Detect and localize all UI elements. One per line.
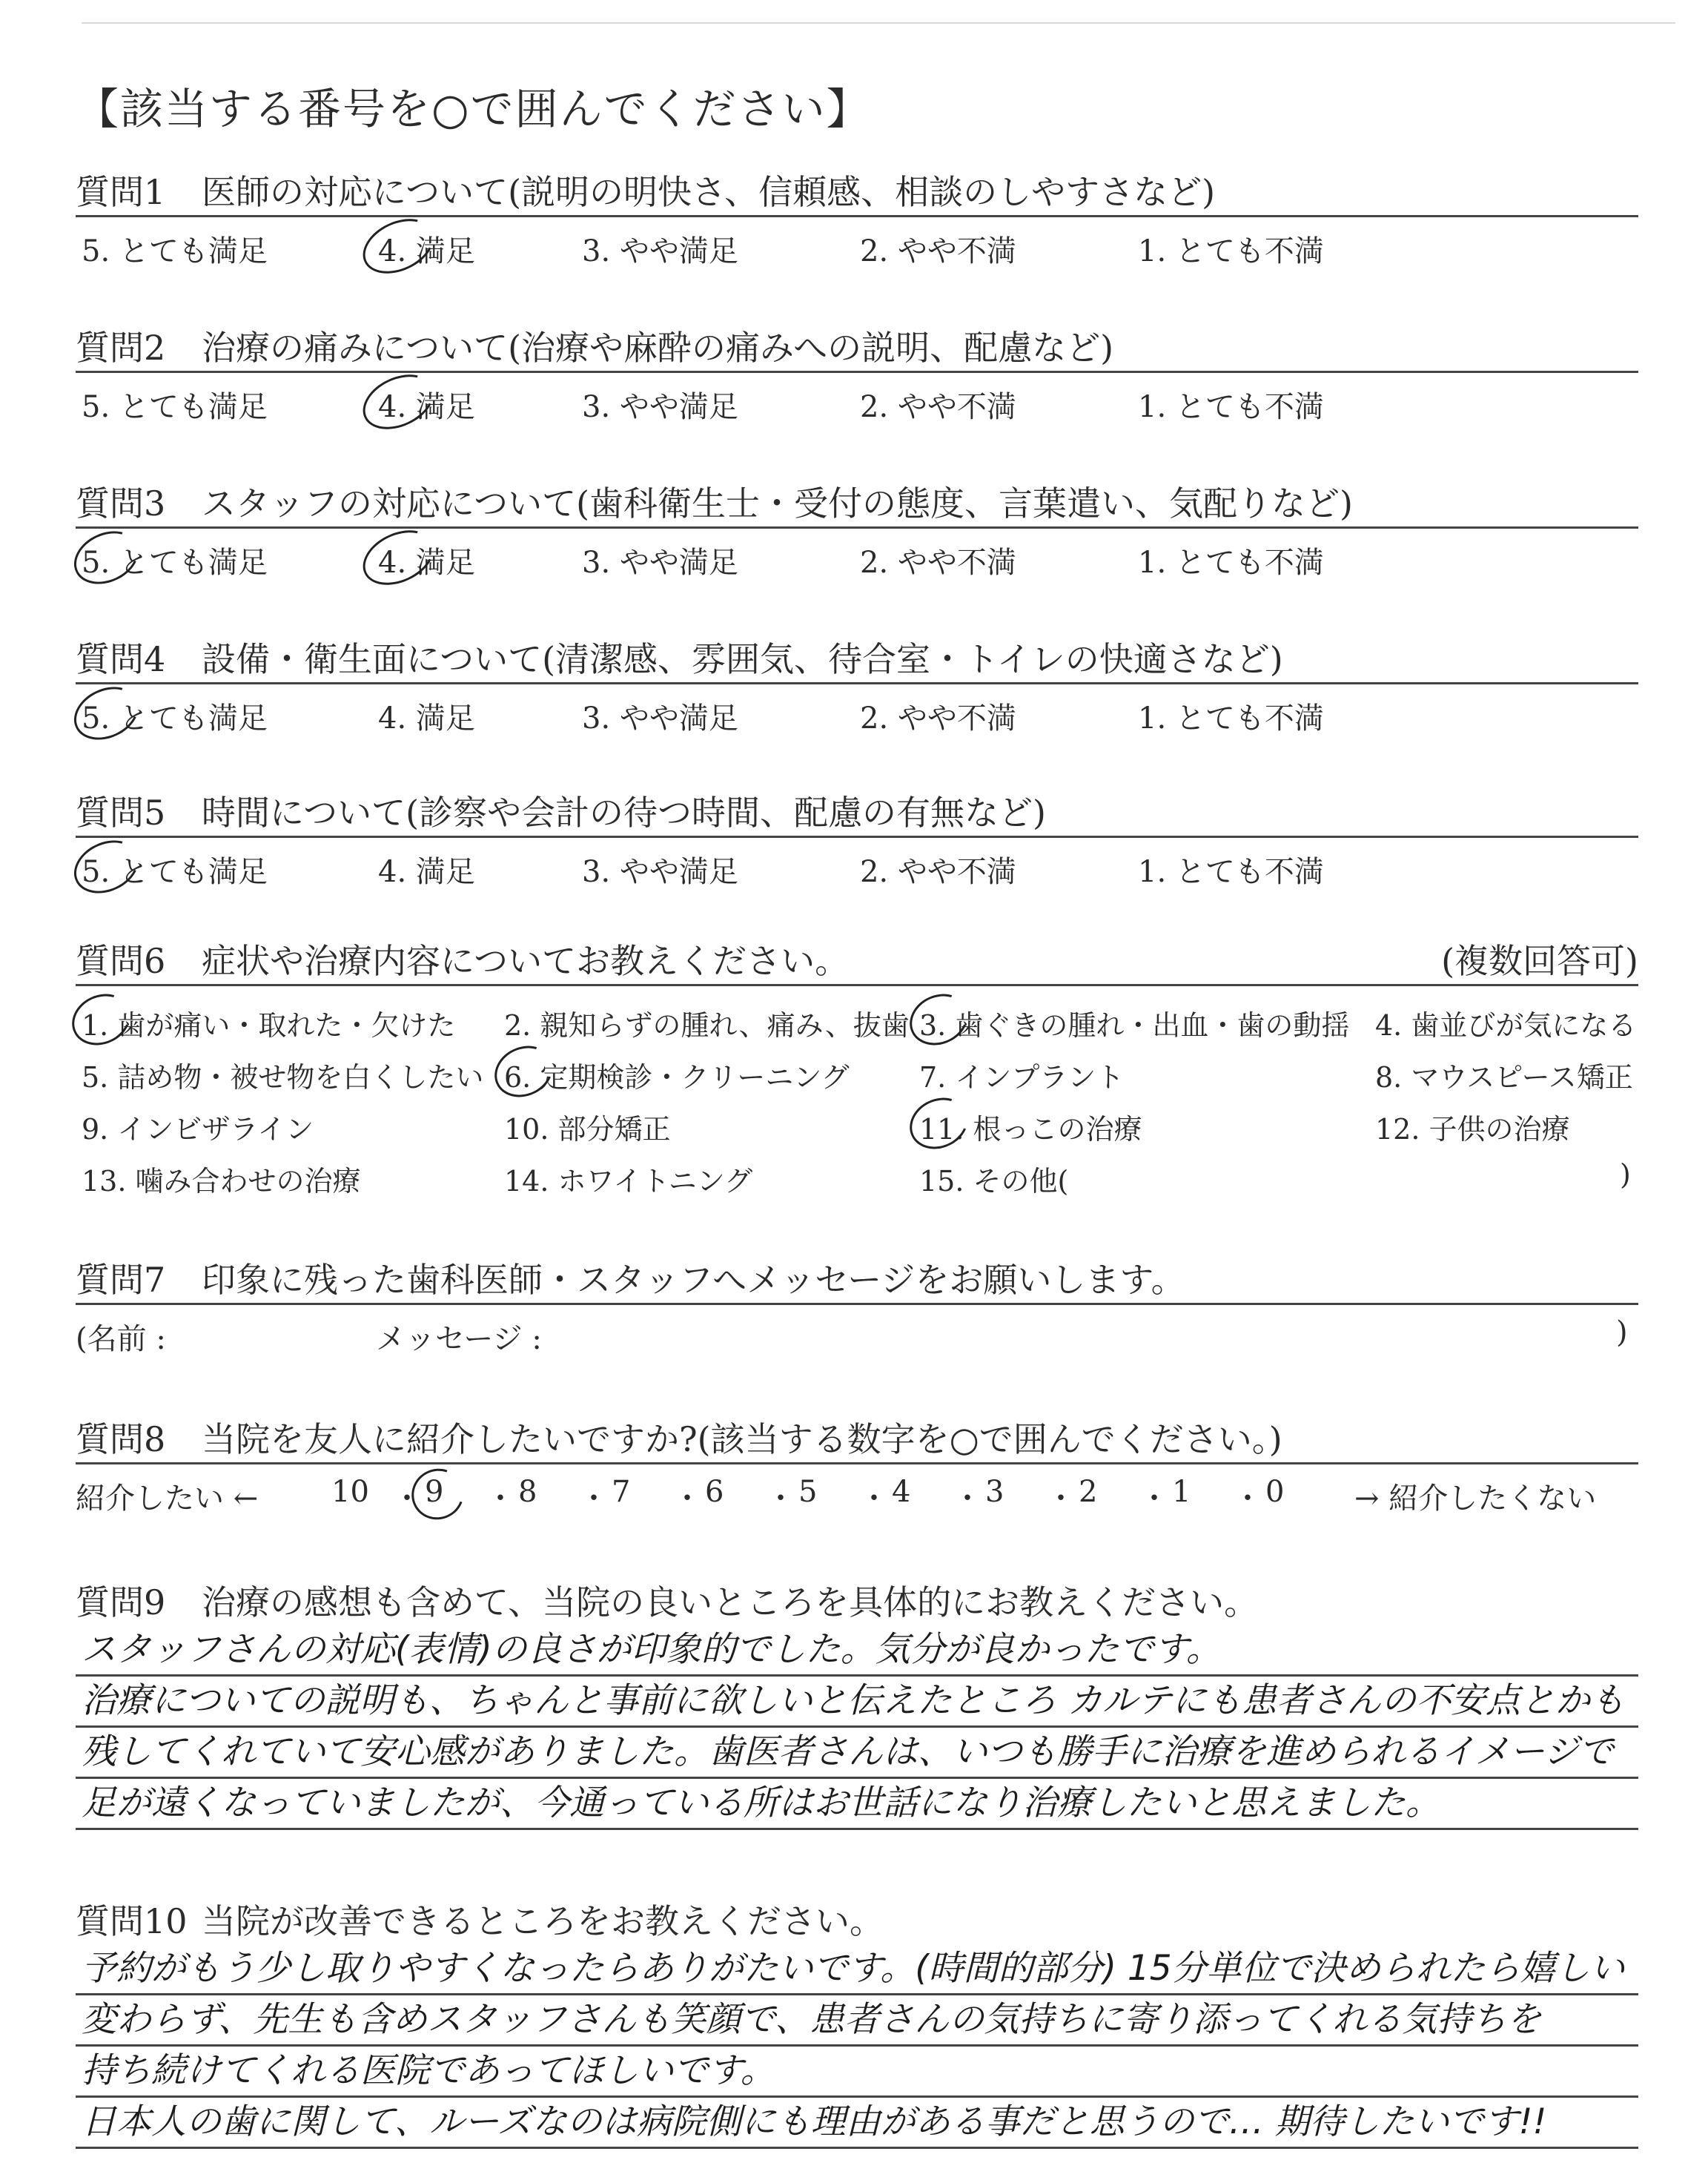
answer-circle-mark (65, 521, 147, 594)
scale-option-4[interactable]: 4. 満足 (378, 390, 475, 424)
recommend-right-label: → 紹介したくない (1354, 1482, 1597, 1516)
multi-answer-note: (複数回答可) (1441, 941, 1638, 981)
separator-dot: ・ (1046, 1482, 1076, 1516)
question-number: 質問8 (76, 1419, 166, 1459)
scale-option-2[interactable]: 2. やや不満 (860, 701, 1016, 736)
question-number: 質問9 (76, 1582, 166, 1622)
question-8 (76, 1416, 1638, 1516)
satisfaction-scale (76, 217, 1638, 269)
question-title (76, 790, 1638, 838)
q6-option-9[interactable]: 9. インビザライン (82, 1113, 314, 1146)
question-number: 質問10 (76, 1901, 188, 1941)
question-number: 質問5 (76, 793, 166, 833)
scale-option-2[interactable]: 2. やや不満 (860, 390, 1016, 424)
question-text: 医師の対応について(説明の明快さ、信頼感、相談のしやすさなど) (202, 172, 1216, 212)
q6-option-11[interactable]: 11. 根っこの治療 (919, 1113, 1142, 1146)
question-7 (76, 1257, 1638, 1357)
question-text: 時間について(診察や会計の待つ時間、配慮の有無など) (202, 793, 1046, 833)
separator-dot: ・ (1139, 1482, 1169, 1516)
question-4 (76, 636, 1638, 736)
answer-circle-mark (354, 520, 443, 596)
recommend-number-7[interactable]: 7 (612, 1475, 631, 1509)
scale-option-3[interactable]: 3. やや満足 (582, 855, 738, 889)
q6-option-12[interactable]: 12. 子供の治療 (1375, 1113, 1570, 1146)
question-text: スタッフの対応について(歯科衛生士・受付の態度、言葉遣い、気配りなど) (202, 483, 1353, 524)
question-text: 当院を友人に紹介したいですか?(該当する数字を○で囲んでください。) (202, 1419, 1282, 1459)
answer-circle-mark (354, 364, 443, 440)
question-text: 印象に残った歯科医師・スタッフへメッセージをお願いします。 (202, 1260, 1185, 1300)
question-title (76, 480, 1638, 529)
satisfaction-scale (76, 373, 1638, 425)
recommend-number-2[interactable]: 2 (1079, 1475, 1098, 1509)
option-grid (76, 986, 1638, 1201)
question-text: 症状や治療内容についてお教えください。 (202, 941, 850, 981)
answer-line-3: 残してくれていて安心感がありました。歯医者さんは、いつも勝手に治療を進められるイメージで (76, 1728, 1638, 1779)
separator-dot: ・ (579, 1482, 609, 1516)
question-number: 質問6 (76, 941, 166, 981)
recommend-number-8[interactable]: 8 (518, 1475, 537, 1509)
question-title (76, 1416, 1638, 1464)
question-number: 質問3 (76, 483, 166, 524)
q6-option-7[interactable]: 7. インプラント (919, 1061, 1125, 1094)
q6-option-4[interactable]: 4. 歯並びが気になる (1375, 1009, 1637, 1042)
separator-dot: ・ (859, 1482, 889, 1516)
scale-option-1[interactable]: 1. とても不満 (1138, 855, 1324, 889)
question-title (76, 1257, 1638, 1305)
message-label: メッセージ : (376, 1322, 542, 1356)
question-9 (76, 1579, 1638, 1830)
question-number: 質問1 (76, 172, 166, 212)
scale-option-4[interactable]: 4. 満足 (378, 234, 475, 268)
scale-option-1[interactable]: 1. とても不満 (1138, 234, 1324, 268)
question-title (76, 169, 1638, 217)
recommend-number-10[interactable]: 10 (331, 1475, 369, 1509)
answer-line-4: 足が遠くなっていましたが、今通っている所はお世話になり治療したいと思えました。 (76, 1779, 1638, 1830)
scale-option-5[interactable]: 5. とても満足 (82, 855, 268, 889)
q6-option-5[interactable]: 5. 詰め物・被せ物を白くしたい (82, 1061, 484, 1094)
answer-circle-mark (354, 208, 443, 285)
scale-option-3[interactable]: 3. やや満足 (582, 234, 738, 268)
answer-circle-mark (65, 830, 147, 903)
q6-option-8[interactable]: 8. マウスピース矯正 (1375, 1061, 1633, 1094)
question-6 (76, 938, 1638, 1201)
question-text: 治療の感想も含めて、当院の良いところを具体的にお教えください。 (202, 1582, 1259, 1622)
scale-option-1[interactable]: 1. とても不満 (1138, 390, 1324, 424)
separator-dot: ・ (486, 1482, 515, 1516)
question-title (76, 636, 1638, 684)
question-text: 当院が改善できるところをお教えください。 (202, 1901, 884, 1941)
separator-dot: ・ (392, 1482, 422, 1516)
separator-dot: ・ (953, 1482, 982, 1516)
answer-circle-mark (486, 1037, 561, 1106)
recommend-number-6[interactable]: 6 (705, 1475, 724, 1509)
satisfaction-scale (76, 684, 1638, 736)
answer-line-1: 予約がもう少し取りやすくなったらありがたいです。(時間的部分) 15分単位で決められたら嬉しい (76, 1944, 1638, 1995)
scale-option-2[interactable]: 2. やや不満 (860, 546, 1016, 580)
answer-line-1: スタッフさんの対応(表情)の良さが印象的でした。気分が良かったです。 (76, 1625, 1638, 1677)
satisfaction-scale (76, 529, 1638, 581)
separator-dot: ・ (672, 1482, 702, 1516)
question-2 (76, 325, 1638, 425)
recommend-number-1[interactable]: 1 (1172, 1475, 1191, 1509)
scale-option-5[interactable]: 5. とても満足 (82, 390, 268, 424)
scale-option-5[interactable]: 5. とても満足 (82, 546, 268, 580)
question-title (76, 325, 1638, 373)
answer-circle-mark (65, 677, 147, 750)
recommend-number-0[interactable]: 0 (1265, 1475, 1285, 1509)
q6-option-3[interactable]: 3. 歯ぐきの腫れ・出血・歯の動揺 (919, 1009, 1350, 1042)
question-number: 質問7 (76, 1260, 166, 1300)
page-header: 【該当する番号を○で囲んでください】 (76, 84, 871, 134)
scale-option-2[interactable]: 2. やや不満 (860, 234, 1016, 268)
q6-option-16[interactable]: ) (1620, 1158, 1631, 1191)
recommend-number-9[interactable]: 9 (425, 1475, 444, 1509)
answer-line-2: 治療についての説明も、ちゃんと事前に欲しいと伝えたところ カルテにも患者さんの不安点とかも (76, 1677, 1638, 1728)
scale-option-5[interactable]: 5. とても満足 (82, 234, 268, 268)
scale-option-5[interactable]: 5. とても満足 (82, 701, 268, 736)
question-5 (76, 790, 1638, 890)
recommend-number-3[interactable]: 3 (985, 1475, 1004, 1509)
answer-circle-mark (403, 1460, 472, 1528)
scale-option-2[interactable]: 2. やや不満 (860, 855, 1016, 889)
question-text: 治療の痛みについて(治療や麻酔の痛みへの説明、配慮など) (202, 328, 1114, 368)
q6-option-2[interactable]: 2. 親知らずの腫れ、痛み、抜歯 (504, 1009, 910, 1042)
q6-option-10[interactable]: 10. 部分矯正 (504, 1113, 671, 1146)
scale-option-3[interactable]: 3. やや満足 (582, 701, 738, 736)
scale-option-4[interactable]: 4. 満足 (378, 701, 475, 736)
satisfaction-scale (76, 838, 1638, 890)
q6-option-15[interactable]: 15. その他( (919, 1165, 1069, 1198)
recommend-number-4[interactable]: 4 (892, 1475, 911, 1509)
question-3 (76, 480, 1638, 581)
close-paren: ) (1616, 1315, 1628, 1350)
question-text: 設備・衛生面について(清潔感、雰囲気、待合室・トイレの快適さなど) (202, 639, 1283, 679)
answer-circle-mark (64, 985, 139, 1054)
question-title (76, 938, 1638, 986)
message-row (76, 1305, 1638, 1357)
answer-circle-mark (901, 985, 976, 1054)
question-title (76, 1579, 1638, 1625)
question-title (76, 1898, 1638, 1944)
q6-option-14[interactable]: 14. ホワイトニング (504, 1165, 753, 1198)
answer-circle-mark (901, 1089, 976, 1158)
question-number: 質問2 (76, 328, 166, 368)
answer-line-2: 変わらず、先生も含めスタッフさんも笑顔で、患者さんの気持ちに寄り添ってくれる気持ちを (76, 1995, 1638, 2047)
name-label: (名前 : (76, 1322, 166, 1356)
scale-option-1[interactable]: 1. とても不満 (1138, 701, 1324, 736)
q6-option-13[interactable]: 13. 噛み合わせの治療 (82, 1165, 361, 1198)
question-1 (76, 169, 1638, 269)
scale-option-3[interactable]: 3. やや満足 (582, 390, 738, 424)
separator-dot: ・ (766, 1482, 795, 1516)
recommend-scale (76, 1464, 1638, 1516)
recommend-left-label: 紹介したい ← (76, 1482, 259, 1516)
q6-option-6[interactable]: 6. 定期検診・クリーニング (504, 1061, 850, 1094)
scale-option-3[interactable]: 3. やや満足 (582, 546, 738, 580)
answer-line-4: 日本人の歯に関して、ルーズなのは病院側にも理由がある事だと思うので… 期待したいです!! (76, 2098, 1638, 2149)
scale-option-4[interactable]: 4. 満足 (378, 546, 475, 580)
answer-lines (76, 1625, 1638, 1830)
answer-line-3: 持ち続けてくれる医院であってほしいです。 (76, 2047, 1638, 2098)
q6-option-1[interactable]: 1. 歯が痛い・取れた・欠けた (82, 1009, 456, 1042)
separator-dot: ・ (1233, 1482, 1262, 1516)
top-rule (82, 22, 1675, 24)
scale-option-4[interactable]: 4. 満足 (378, 855, 475, 889)
scale-option-1[interactable]: 1. とても不満 (1138, 546, 1324, 580)
question-number: 質問4 (76, 639, 166, 679)
question-10 (76, 1898, 1638, 2149)
recommend-number-5[interactable]: 5 (798, 1475, 818, 1509)
answer-lines (76, 1944, 1638, 2149)
